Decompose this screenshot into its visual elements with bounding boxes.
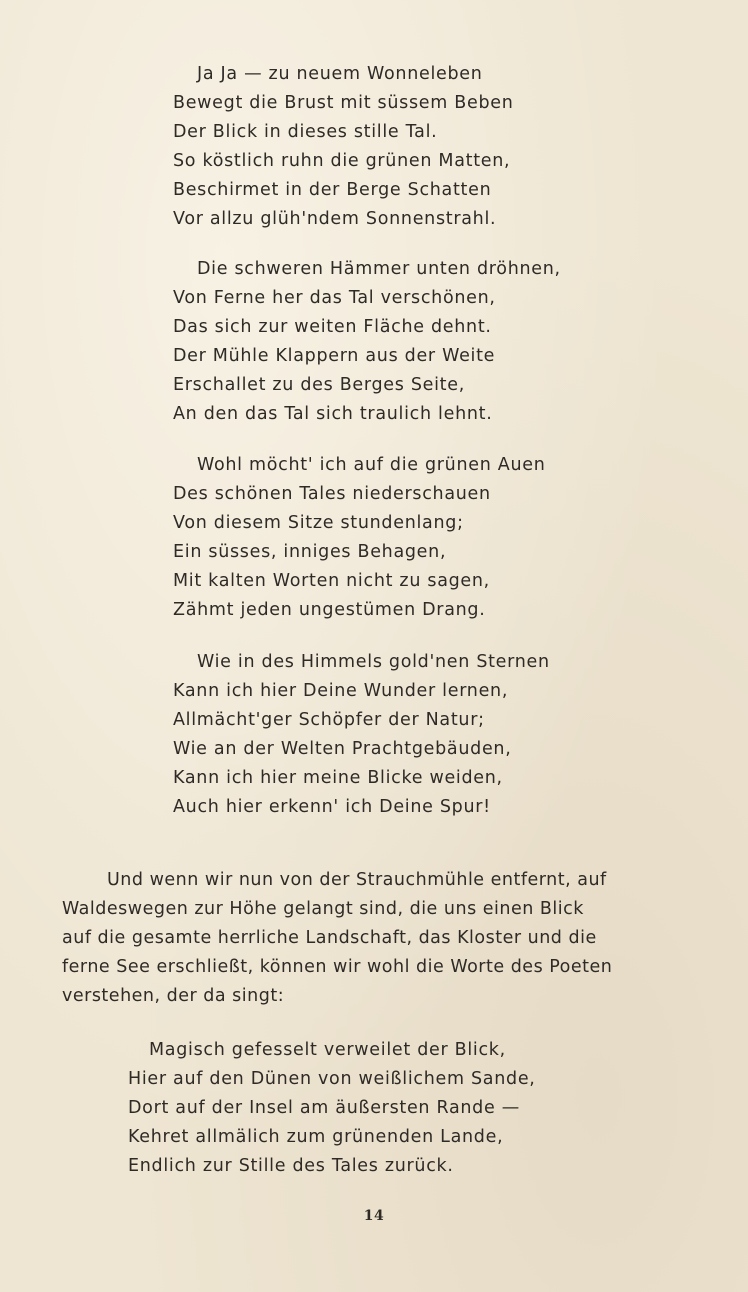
quote-line: Kehret allmälich zum grünenden Lande, (128, 1127, 504, 1147)
poem-line: Wie an der Welten Prachtgebäuden, (173, 739, 512, 759)
poem-line: An den das Tal sich traulich lehnt. (173, 404, 493, 424)
poem-line: Ein süsses, inniges Behagen, (173, 542, 447, 562)
prose-line: Waldeswegen zur Höhe gelangt sind, die uns einen Blick (62, 899, 584, 919)
poem-line: Wohl möcht' ich auf die grünen Auen (197, 455, 546, 475)
poem-line: Wie in des Himmels gold'nen Sternen (197, 652, 550, 672)
poem-line: Von Ferne her das Tal verschönen, (173, 288, 496, 308)
prose-line: auf die gesamte herrliche Landschaft, das Kloster und die (62, 928, 597, 948)
quote-line: Hier auf den Dünen von weißlichem Sande, (128, 1069, 536, 1089)
poem-line: Auch hier erkenn' ich Deine Spur! (173, 797, 491, 817)
poem-stanza-3 (173, 451, 546, 625)
poem-line: Beschirmet in der Berge Schatten (173, 180, 492, 200)
poem-line: Vor allzu glüh'ndem Sonnenstrahl. (173, 209, 497, 229)
prose-paragraph (62, 866, 682, 1011)
poem-stanza-1 (173, 60, 514, 234)
poem-line: Von diesem Sitze stundenlang; (173, 513, 464, 533)
quote-line: Magisch gefesselt verweilet der Blick, (149, 1040, 506, 1060)
poem-line: Bewegt die Brust mit süssem Beben (173, 93, 514, 113)
prose-line: ferne See erschließt, können wir wohl die Worte des Poeten (62, 957, 613, 977)
poem-line: Mit kalten Worten nicht zu sagen, (173, 571, 490, 591)
poem-line: Der Mühle Klappern aus der Weite (173, 346, 496, 366)
poem-line: Allmächt'ger Schöpfer der Natur; (173, 710, 485, 730)
poem-line: Zähmt jeden ungestümen Drang. (173, 600, 486, 620)
quote-line: Endlich zur Stille des Tales zurück. (128, 1156, 454, 1176)
page-number: 14 (363, 1208, 385, 1224)
poem-line: Der Blick in dieses stille Tal. (173, 122, 438, 142)
quoted-verse (128, 1036, 536, 1181)
poem-line: Ja Ja — zu neuem Wonneleben (197, 64, 483, 84)
poem-line: Kann ich hier Deine Wunder lernen, (173, 681, 509, 701)
poem-line: Erschallet zu des Berges Seite, (173, 375, 465, 395)
prose-line: Und wenn wir nun von der Strauchmühle entfernt, auf (107, 870, 607, 890)
poem-line: Kann ich hier meine Blicke weiden, (173, 768, 503, 788)
poem-line: Des schönen Tales niederschauen (173, 484, 491, 504)
poem-line: So köstlich ruhn die grünen Matten, (173, 151, 511, 171)
poem-line: Die schweren Hämmer unten dröhnen, (197, 259, 561, 279)
quote-line: Dort auf der Insel am äußersten Rande — (128, 1098, 520, 1118)
prose-line: verstehen, der da singt: (62, 986, 285, 1006)
poem-stanza-2 (173, 255, 561, 429)
poem-line: Das sich zur weiten Fläche dehnt. (173, 317, 492, 337)
poem-stanza-4 (173, 648, 550, 822)
